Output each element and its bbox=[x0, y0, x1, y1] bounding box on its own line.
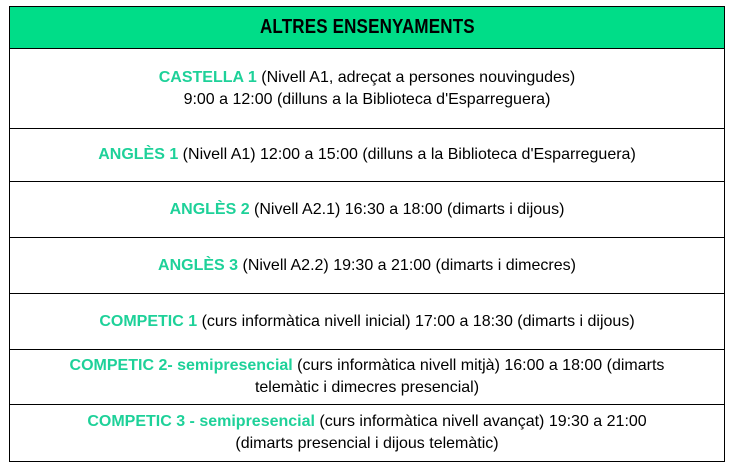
courses-table bbox=[9, 6, 725, 462]
course-row-angles-1 bbox=[10, 129, 724, 182]
course-detail-line2: (dimarts presencial i dijous telemàtic) bbox=[235, 435, 499, 452]
course-cell bbox=[99, 311, 634, 333]
course-cell bbox=[70, 355, 665, 399]
course-name: CASTELLA 1 bbox=[158, 68, 257, 86]
course-detail: (Nivell A2.1) 16:30 a 18:00 (dimarts i dijous) bbox=[249, 200, 565, 218]
course-name: ANGLÈS 1 bbox=[98, 146, 179, 163]
course-row-competic-2 bbox=[10, 350, 724, 405]
course-detail: (curs informàtica nivell mitjà) 16:00 a 18:00 (dimarts bbox=[292, 357, 665, 374]
course-cell bbox=[98, 144, 636, 166]
table-header bbox=[10, 7, 724, 49]
course-detail: (Nivell A1) 12:00 a 15:00 (dilluns a la Biblioteca d'Esparreguera) bbox=[178, 146, 636, 163]
course-row-competic-3 bbox=[10, 405, 724, 461]
course-cell bbox=[170, 199, 565, 221]
course-detail-line2: 9:00 a 12:00 (dilluns a la Biblioteca d'Esparreguera) bbox=[183, 90, 551, 108]
course-cell bbox=[158, 255, 576, 277]
course-row-castella-1 bbox=[10, 49, 724, 129]
course-detail: (Nivell A2.2) 19:30 a 21:00 (dimarts i dimecres) bbox=[238, 256, 576, 274]
course-row-angles-2 bbox=[10, 182, 724, 238]
course-detail: (curs informàtica nivell avançat) 19:30 a 21:00 bbox=[314, 413, 647, 430]
course-row-competic-1 bbox=[10, 294, 724, 350]
course-detail-line2: telemàtic i dimecres presencial) bbox=[254, 379, 480, 396]
course-detail: (curs informàtica nivell inicial) 17:00 a 18:30 (dimarts i dijous) bbox=[197, 312, 635, 330]
course-name: COMPETIC 3 - semipresencial bbox=[87, 413, 315, 430]
course-name: ANGLÈS 2 bbox=[169, 200, 250, 218]
table-title: ALTRES ENSENYAMENTS bbox=[259, 16, 475, 38]
course-cell bbox=[87, 411, 646, 455]
course-name: COMPETIC 1 bbox=[99, 312, 198, 330]
course-name: COMPETIC 2- semipresencial bbox=[69, 357, 293, 374]
course-cell bbox=[159, 67, 575, 111]
course-name: ANGLÈS 3 bbox=[158, 256, 239, 274]
course-detail: (Nivell A1, adreçat a persones nouvingudes) bbox=[256, 68, 576, 86]
course-row-angles-3 bbox=[10, 238, 724, 294]
